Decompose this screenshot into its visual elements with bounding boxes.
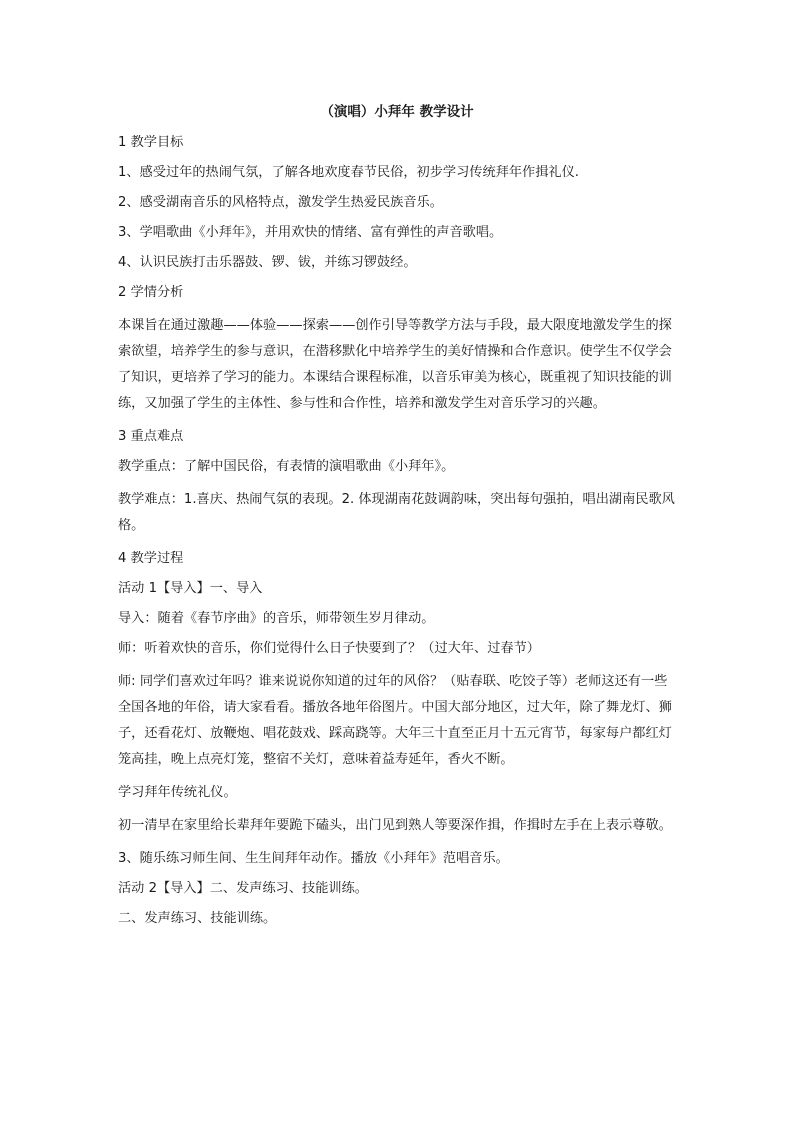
- customs-paragraph: 师: 同学们喜欢过年吗？谁来说说你知道的过年的风俗？（贴春联、吃饺子等）老师这还有一些全国各地的年俗，请大家看看。播放各地年俗图片。中国大部分地区，过大年，除了舞龙灯、狮子，还看花灯、放鞭炮、唱花鼓戏、踩高跷等。大年三十直至正月十五元宵节，每家每户都红灯笼高挂，晚上点亮灯笼，整宿不关灯，意味着益寿延年，香火不断。: [118, 674, 672, 767]
- goal-item-2: 2、感受湖南音乐的风格特点，激发学生热爱民族音乐。: [118, 195, 443, 210]
- difficulty-paragraph: 教学难点：1.喜庆、热闹气氛的表现。2. 体现湖南花鼓调韵味，突出每句强拍，唱出湖南民歌风格。: [118, 492, 675, 533]
- intro-paragraph: 导入：随着《春节序曲》的音乐，师带领生岁月律动。: [118, 611, 435, 626]
- etiquette-heading: 学习拜年传统礼仪。: [118, 785, 237, 800]
- student-analysis-paragraph: 本课旨在通过激趣——体验——探索——创作引导等教学方法与手段，最大限度地激发学生的探索欲望，培养学生的参与意识，在潜移默化中培养学生的美好情操和合作意识。使学生不仅学会了知识，更培养了学习的能力。本课结合课程标准，以音乐审美为核心，既重视了知识技能的训练，又加强了学生的主体性、参与性和合作性，培养和激发学生对音乐学习的兴趣。: [118, 318, 672, 411]
- goal-item-3: 3、学唱歌曲《小拜年》，并用欢快的情绪、富有弹性的声音歌唱。: [118, 225, 503, 240]
- practice-paragraph: 3、随乐练习师生间、生生间拜年动作。播放《小拜年》范唱音乐。: [118, 851, 509, 866]
- goal-item-4: 4、认识民族打击乐器鼓、锣、钹，并练习锣鼓经。: [118, 255, 417, 270]
- goal-item-1: 1、感受过年的热闹气氛，了解各地欢度春节民俗，初步学习传统拜年作揖礼仪.: [118, 165, 579, 180]
- vocal-training-paragraph: 二、发声练习、技能训练。: [118, 911, 277, 926]
- activity-2-heading: 活动 2【导入】二、发声练习、技能训练。: [118, 881, 368, 896]
- key-point-paragraph: 教学重点：了解中国民俗，有表情的演唱歌曲《小拜年》。: [118, 459, 455, 474]
- heading-teaching-process: 4 教学过程: [118, 551, 184, 566]
- document-body: [118, 133, 678, 939]
- heading-teaching-goals: 1 教学目标: [118, 135, 184, 150]
- teacher-question-paragraph: 师：听着欢快的音乐，你们觉得什么日子快要到了？（过大年、过春节）: [118, 641, 540, 656]
- activity-1-heading: 活动 1【导入】一、导入: [118, 581, 263, 596]
- etiquette-paragraph: 初一清早在家里给长辈拜年要跪下磕头，出门见到熟人等要深作揖，作揖时左手在上表示尊敬。: [118, 818, 672, 833]
- document-title: （演唱）小拜年 教学设计: [320, 104, 474, 120]
- heading-key-points: 3 重点难点: [118, 429, 184, 444]
- heading-student-analysis: 2 学情分析: [118, 285, 184, 300]
